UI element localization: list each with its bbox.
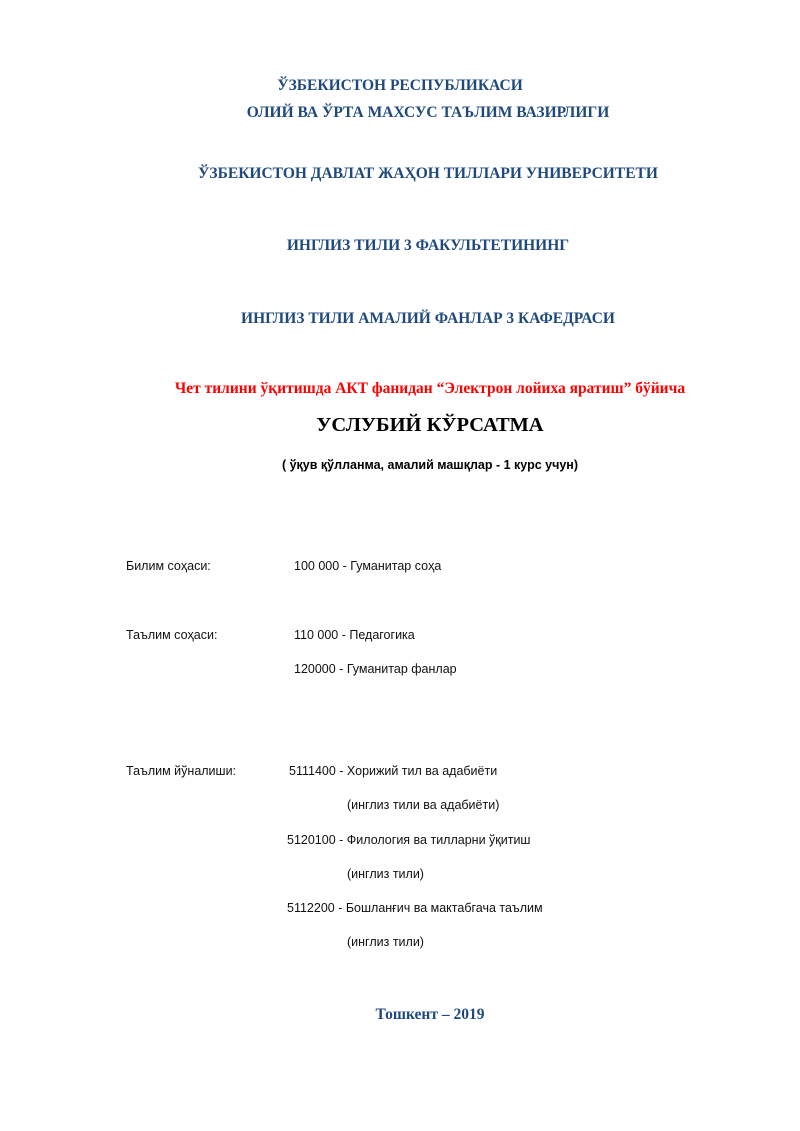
document-subtitle: ( ўқув қўлланма, амалий машқлар - 1 курс учун) xyxy=(281,458,579,472)
education-direction-value: 5112200 - Бошланғич ва мактабгача таълим xyxy=(287,901,543,915)
document-title: УСЛУБИЙ КЎРСАТМА xyxy=(316,414,544,436)
education-direction-value: 5120100 - Филология ва тилларни ўқитиш xyxy=(287,833,531,847)
ministry-heading: ОЛИЙ ВА ЎРТА МАХСУС ТАЪЛИМ ВАЗИРЛИГИ xyxy=(246,104,610,121)
footer-city-year: Тошкент – 2019 xyxy=(375,1006,485,1023)
department-heading: ИНГЛИЗ ТИЛИ АМАЛИЙ ФАНЛАР 3 КАФЕДРАСИ xyxy=(241,310,615,327)
education-direction-value: 5111400 - Хорижий тил ва адабиёти xyxy=(289,764,498,778)
education-direction-note: (инглиз тили ва адабиёти) xyxy=(347,798,500,812)
knowledge-area-value: 100 000 - Гуманитар соҳа xyxy=(294,559,442,573)
republic-heading: ЎЗБЕКИСТОН РЕСПУБЛИКАСИ xyxy=(277,77,523,94)
education-area-label: Таълим соҳаси: xyxy=(126,628,218,642)
education-area-value: 120000 - Гуманитар фанлар xyxy=(294,662,457,676)
subject-line: Чет тилини ўқитишда АКТ фанидан “Электрон лойиха яратиш” бўйича xyxy=(174,380,686,397)
knowledge-area-label: Билим соҳаси: xyxy=(126,559,211,573)
education-direction-note: (инглиз тили) xyxy=(347,935,424,949)
education-direction-label: Таълим йўналиши: xyxy=(126,764,237,778)
education-area-value: 110 000 - Педагогика xyxy=(294,628,415,642)
faculty-heading: ИНГЛИЗ ТИЛИ 3 ФАКУЛЬТЕТИНИНГ xyxy=(286,237,570,254)
education-direction-note: (инглиз тили) xyxy=(347,867,424,881)
university-heading: ЎЗБЕКИСТОН ДАВЛАТ ЖАҲОН ТИЛЛАРИ УНИВЕРСИТЕТИ xyxy=(198,165,658,182)
